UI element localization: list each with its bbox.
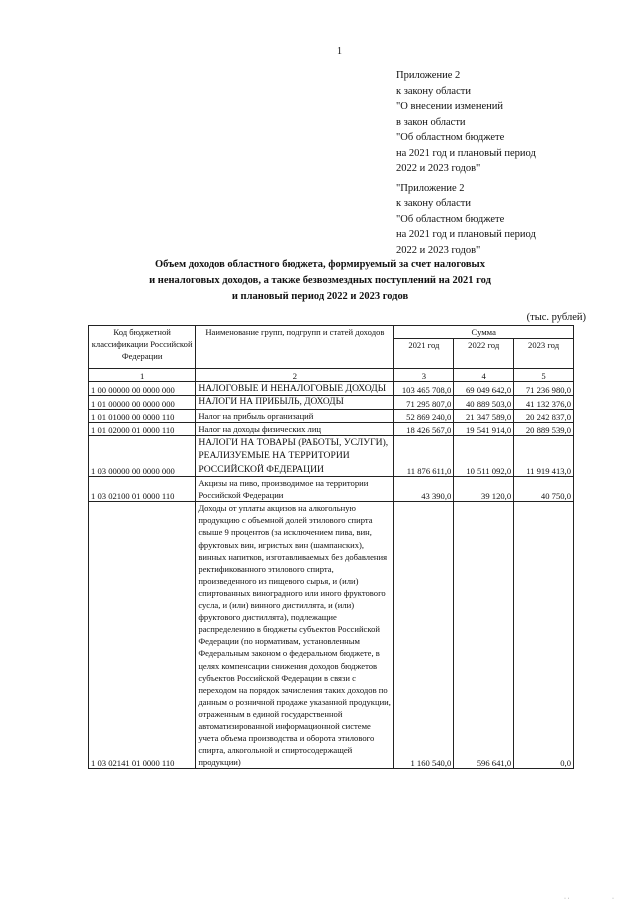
row-value-2021: 103 465 708,0 (394, 382, 454, 396)
row-code: 1 03 02100 01 0000 110 (89, 476, 196, 502)
row-value-2021: 1 160 540,0 (394, 502, 454, 769)
row-value-2021: 43 390,0 (394, 476, 454, 502)
revenue-table (88, 325, 574, 769)
row-value-2022: 10 511 092,0 (454, 436, 514, 477)
row-code: 1 01 02000 01 0000 110 (89, 422, 196, 435)
row-value-2023: 20 242 837,0 (514, 409, 574, 422)
table-row (89, 382, 574, 396)
row-value-2023: 0,0 (514, 502, 574, 769)
table-row (89, 436, 574, 477)
row-name: Налог на доходы физических лиц (196, 422, 394, 435)
row-name: НАЛОГИ НА ПРИБЫЛЬ, ДОХОДЫ (196, 396, 394, 409)
annex-line: "Приложение 2 (396, 182, 465, 194)
row-code: 1 00 00000 00 0000 000 (89, 382, 196, 396)
title-line: и плановый период 2022 и 2023 годов (231, 291, 409, 302)
units-label: (тыс. рублей) (526, 312, 586, 323)
row-name: Налог на прибыль организаций (196, 409, 394, 422)
header-sum: Сумма (394, 326, 574, 339)
annex-line: 2022 и 2023 годов" (396, 163, 481, 174)
row-value-2022: 69 049 642,0 (454, 382, 514, 396)
header-code: Код бюджетной классификации Российской Федерации (89, 326, 196, 369)
row-name: Доходы от уплаты акцизов на алкогольную продукцию с объемной долей этилового спирта свыше 9 процентов (за исключением пива, вин, фруктовых вин, игристых вин (шампанских), винных напитков, изготавливаемых без добавления ректификованного этилового спирта, произведенного из пищевого сырья, и (или) спиртованных виноградного или иного фруктового сусла, и (или) винного дистиллята, и (или) фруктового дистиллята), подлежащие распределению в бюджеты субъектов Российской Федерации (по нормативам, установленным Федеральным законом о федеральном бюджете, в целях компенсации снижения доходов бюджетов субъектов Российской Федерации в связи с переходом на порядок зачисления таких доходов по данным о розничной продаже указанной продукции, отраженным в единой государственной автоматизированной информационной системе учета объема производства и оборота этилового спирта, алкогольной и спиртосодержащей продукции) (196, 502, 394, 769)
table-row (89, 396, 574, 409)
document-title (90, 257, 550, 305)
row-code: 1 03 02141 01 0000 110 (89, 502, 196, 769)
row-value-2023: 71 236 980,0 (514, 382, 574, 396)
title-line: и неналоговых доходов, а также безвозмездных поступлений на 2021 год (149, 275, 491, 286)
row-value-2022: 40 889 503,0 (454, 396, 514, 409)
annex-line: "Об областном бюджете (396, 132, 505, 143)
annex-line: к закону области (396, 198, 471, 209)
row-name: НАЛОГИ НА ТОВАРЫ (РАБОТЫ, УСЛУГИ), РЕАЛИЗУЕМЫЕ НА ТЕРРИТОРИИ РОССИЙСКОЙ ФЕДЕРАЦИИ (196, 436, 394, 477)
table-row (89, 502, 574, 769)
column-index-row (89, 369, 574, 382)
row-code: 1 03 00000 00 0000 000 (89, 436, 196, 477)
table-header-row (89, 326, 574, 339)
row-code: 1 01 00000 00 0000 000 (89, 396, 196, 409)
table-row (89, 422, 574, 435)
header-year-2022: 2022 год (454, 339, 514, 369)
scan-mark: · · (564, 896, 570, 902)
annex-line: к закону области (396, 85, 471, 97)
row-value-2023: 20 889 539,0 (514, 422, 574, 435)
page-number: 1 (337, 46, 342, 57)
row-value-2021: 71 295 807,0 (394, 396, 454, 409)
header-year-2023: 2023 год (514, 339, 574, 369)
row-name: Акцизы на пиво, производимое на территории Российской Федерации (196, 476, 394, 502)
scan-mark: · (612, 896, 614, 902)
annex-line: на 2021 год и плановый период (396, 147, 536, 159)
row-value-2022: 21 347 589,0 (454, 409, 514, 422)
row-value-2022: 39 120,0 (454, 476, 514, 502)
row-code: 1 01 01000 00 0000 110 (89, 409, 196, 422)
row-value-2022: 19 541 914,0 (454, 422, 514, 435)
column-index: 2 (196, 369, 394, 382)
row-value-2022: 596 641,0 (454, 502, 514, 769)
annex-line: на 2021 год и плановый период (396, 229, 536, 240)
row-name: НАЛОГОВЫЕ И НЕНАЛОГОВЫЕ ДОХОДЫ (196, 382, 394, 396)
header-name: Наименование групп, подгрупп и статей доходов (196, 326, 394, 369)
row-value-2021: 18 426 567,0 (394, 422, 454, 435)
annex-line: "О внесении изменений (396, 101, 503, 112)
row-value-2021: 52 869 240,0 (394, 409, 454, 422)
annex-line: Приложение 2 (396, 70, 461, 81)
row-value-2023: 11 919 413,0 (514, 436, 574, 477)
table-row (89, 409, 574, 422)
annex-line: "Об областном бюджете (396, 213, 505, 225)
row-value-2023: 40 750,0 (514, 476, 574, 502)
column-index: 1 (89, 369, 196, 382)
column-index: 5 (514, 369, 574, 382)
annex-line: 2022 и 2023 годов" (396, 244, 481, 256)
row-value-2021: 11 876 611,0 (394, 436, 454, 477)
row-value-2023: 41 132 376,0 (514, 396, 574, 409)
annex-header (396, 68, 536, 258)
header-year-2021: 2021 год (394, 339, 454, 369)
title-line: Объем доходов областного бюджета, формируемый за счет налоговых (155, 259, 485, 270)
column-index: 3 (394, 369, 454, 382)
table-row (89, 476, 574, 502)
column-index: 4 (454, 369, 514, 382)
annex-line: в закон области (396, 116, 466, 128)
